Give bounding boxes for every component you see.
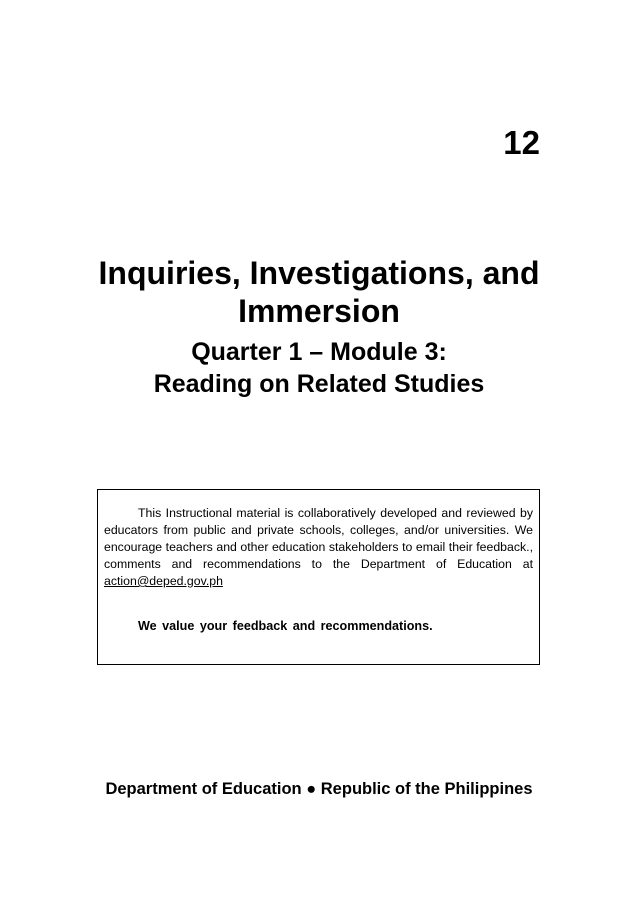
subject-title-line1: Inquiries, Investigations, and — [98, 255, 540, 291]
grade-level: 12 — [503, 124, 540, 161]
footer: Department of Education ● Republic of the Philippines — [105, 780, 533, 798]
quarter-module-label: Quarter 1 – Module 3: — [191, 338, 447, 366]
notice-text — [104, 505, 533, 590]
email-link[interactable]: action@deped.gov.ph — [104, 574, 223, 588]
feedback-message: We value your feedback and recommendations. — [138, 619, 433, 633]
notice-box — [97, 489, 540, 665]
module-title: Reading on Related Studies — [153, 370, 485, 398]
title-block — [0, 254, 638, 400]
notice-body: This Instructional material is collaboratively developed and reviewed by educators from public and private schools, colleges, and/or universities. We encourage teachers and other education stakeholders to email their feedback., comments and recommendations to the Department of Education at — [104, 506, 533, 571]
subject-title-line2: Immersion — [238, 293, 400, 329]
